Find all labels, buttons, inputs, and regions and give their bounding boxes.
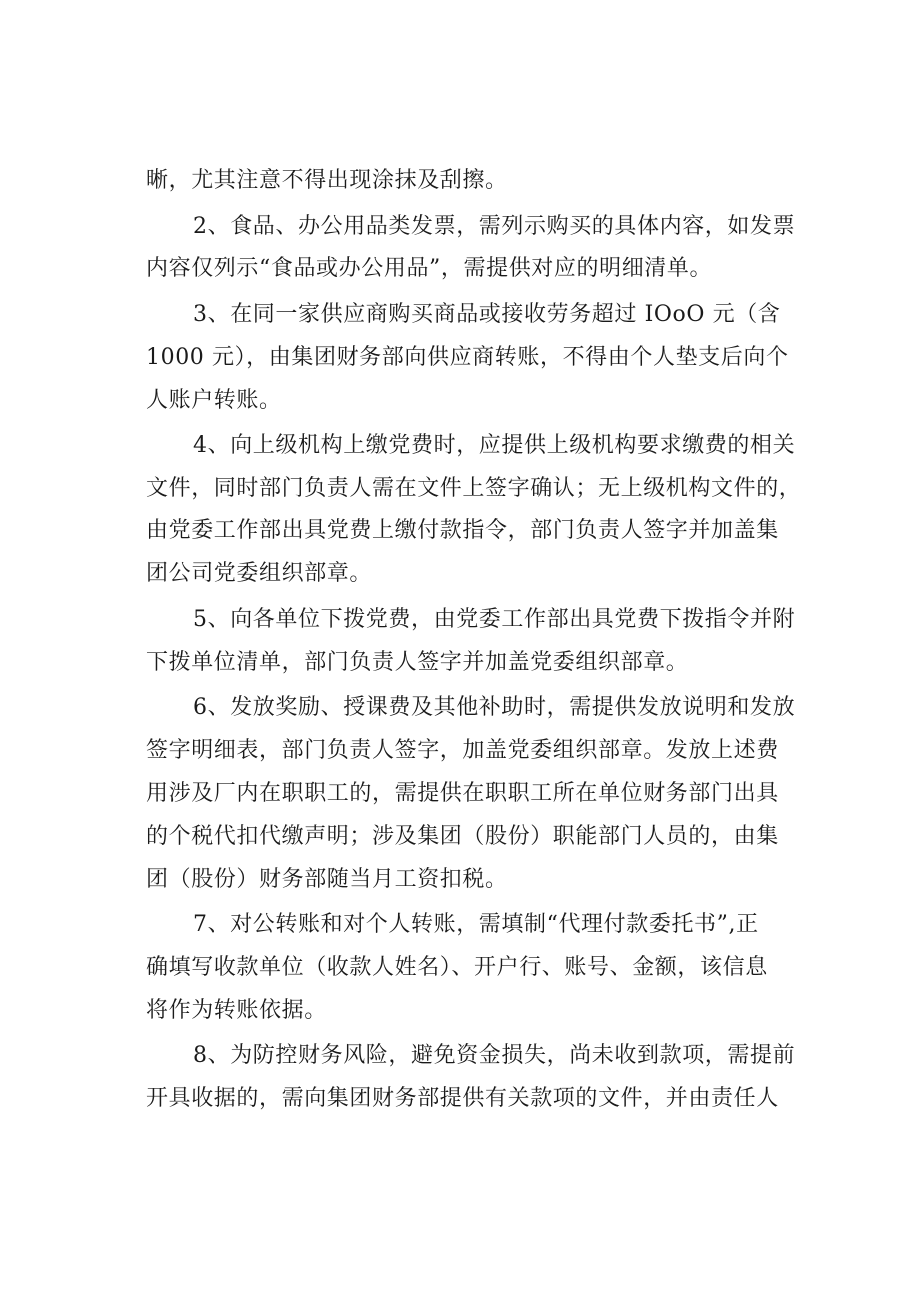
paragraph-line: 的个税代扣代缴声明；涉及集团（股份）职能部门人员的，由集 — [146, 824, 779, 849]
paragraph-line: 2、食品、办公用品类发票，需列示购买的具体内容，如发票 — [193, 214, 796, 239]
paragraph-line: 7、对公转账和对个人转账，需填制“代理付款委托书”,正 — [193, 912, 759, 937]
paragraph-line: 将作为转账依据。 — [146, 998, 327, 1023]
paragraph-line: 5、向各单位下拨党费，由党委工作部出具党费下拨指令并附 — [193, 607, 796, 632]
paragraph-line: 团（股份）财务部随当月工资扣税。 — [146, 867, 508, 892]
paragraph-line: 人账户转账。 — [146, 388, 282, 413]
paragraph-line: 6、发放奖励、授课费及其他补助时，需提供发放说明和发放 — [193, 695, 796, 720]
paragraph-line: 由党委工作部出具党费上缴付款指令，部门负责人签字并加盖集 — [146, 518, 779, 543]
paragraph-line: 文件，同时部门负责人需在文件上签字确认；无上级机构文件的， — [146, 476, 802, 501]
paragraph-line: 团公司党委组织部章。 — [146, 561, 373, 586]
paragraph-line: 4、向上级机构上缴党费时，应提供上级机构要求缴费的相关 — [193, 433, 796, 458]
paragraph-line: 8、为防控财务风险，避免资金损失，尚未收到款项，需提前 — [193, 1043, 796, 1068]
paragraph-line: 用涉及厂内在职职工的，需提供在职职工所在单位财务部门出具 — [146, 781, 779, 806]
paragraph-line: 晰，尤其注意不得出现涂抹及刮擦。 — [146, 168, 508, 193]
paragraph-line: 下拨单位清单，部门负责人签字并加盖党委组织部章。 — [146, 650, 689, 675]
paragraph-line: 1000 元），由集团财务部向供应商转账，不得由个人垫支后向个 — [146, 345, 789, 370]
paragraph-line: 3、在同一家供应商购买商品或接收劳务超过 IOoO 元（含 — [193, 302, 781, 327]
paragraph-line: 开具收据的，需向集团财务部提供有关款项的文件，并由责任人 — [146, 1086, 779, 1111]
paragraph-line: 签字明细表，部门负责人签字，加盖党委组织部章。发放上述费 — [146, 738, 779, 763]
paragraph-line: 确填写收款单位（收款人姓名）、开户行、账号、金额，该信息 — [146, 955, 768, 980]
paragraph-line: 内容仅列示“食品或办公用品”，需提供对应的明细清单。 — [146, 256, 713, 281]
